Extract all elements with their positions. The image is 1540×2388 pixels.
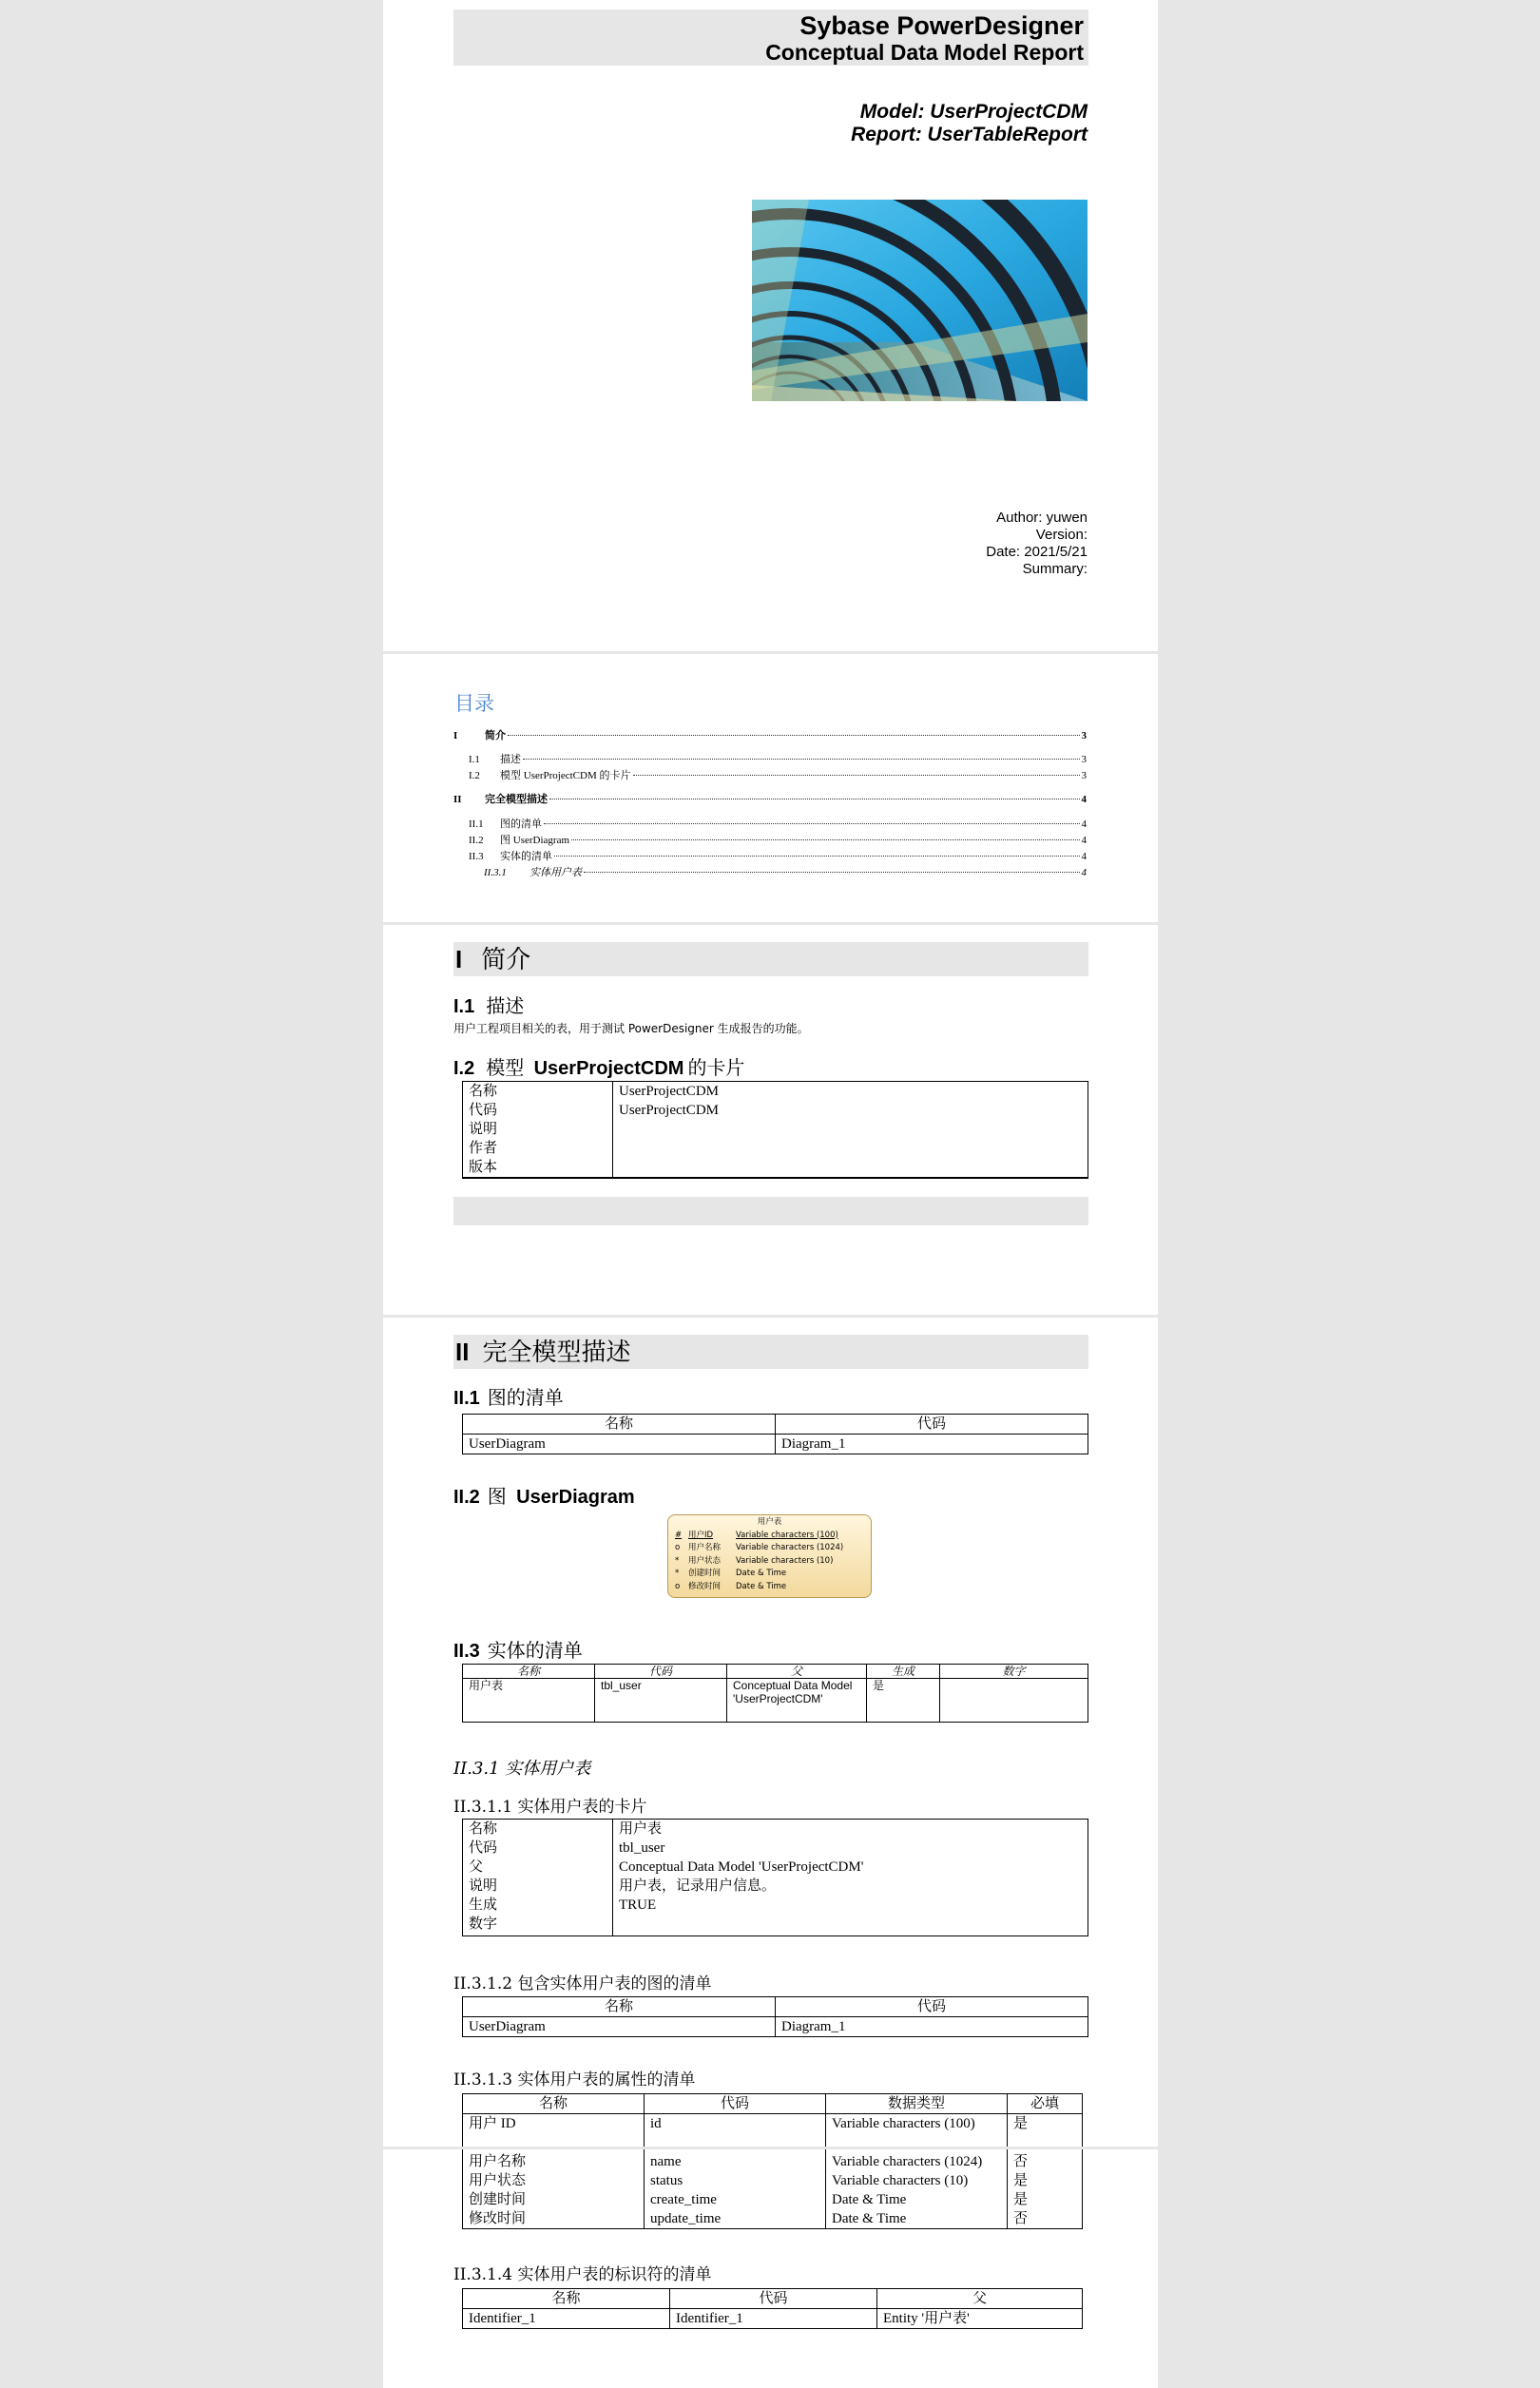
toc-entry-page: 4: [1081, 818, 1087, 830]
toc-entry-label: 完全模型描述: [485, 794, 548, 805]
heading-diagram-list: [453, 1382, 564, 1410]
heading-description: [453, 991, 524, 1018]
card-value: TRUE: [619, 1897, 657, 1913]
table-header: 生成: [867, 1665, 940, 1679]
toc-entry[interactable]: [453, 832, 1087, 847]
table-row: [463, 2190, 1083, 2209]
table-cell: update_time: [645, 2209, 826, 2229]
cover-summary: Summary:: [1022, 561, 1088, 577]
toc-entry-num: II.2: [469, 835, 484, 846]
heading-suffix: 的卡片: [687, 1056, 745, 1079]
table-header: 数字: [940, 1665, 1088, 1679]
attributes-table-part2: [462, 2149, 1083, 2229]
cover-author: Author: yuwen: [996, 510, 1088, 526]
toc-entry-num: II.1: [469, 818, 484, 830]
toc-entry-label: 图的清单: [500, 818, 542, 830]
card-label: 父: [469, 1859, 484, 1875]
heading-identifiers: II.3.1.4 实体用户表的标识符的清单: [453, 2265, 712, 2284]
heading-title: 简介: [481, 946, 531, 974]
table-cell: name: [645, 2149, 826, 2171]
toc-entry[interactable]: [453, 791, 1087, 806]
toc-entry[interactable]: [453, 767, 1087, 782]
attributes-table-part1: [462, 2093, 1083, 2147]
card-label: 版本: [469, 1160, 498, 1175]
card-label: 代码: [469, 1103, 498, 1118]
attribute-name: 修改时间: [688, 1581, 722, 1591]
cover-model-info: [851, 101, 1088, 146]
section-heading-full-model: [453, 1335, 1088, 1369]
card-label: 作者: [469, 1141, 498, 1156]
table-row: [463, 2114, 1083, 2147]
identifiers-table: [462, 2288, 1083, 2329]
table-cell: Entity '用户表': [877, 2309, 1083, 2329]
attribute-marker: *: [675, 1569, 680, 1578]
heading-diagram-name: UserDiagram: [516, 1487, 635, 1508]
heading-entity-section: II.3.1 实体用户表: [453, 1759, 591, 1779]
card-value-column: [613, 1082, 1088, 1179]
card-value: UserProjectCDM: [619, 1084, 719, 1099]
table-row: [463, 1679, 1088, 1723]
heading-entity-list: [453, 1635, 583, 1663]
entity-symbol[interactable]: [667, 1514, 872, 1598]
table-cell: Variable characters (1024): [826, 2149, 1008, 2171]
table-row: [463, 1435, 1088, 1454]
cover-title-line1: Sybase PowerDesigner: [799, 11, 1084, 40]
table-cell: Diagram_1: [776, 1435, 1088, 1454]
heading-diagram: [453, 1481, 635, 1509]
table-header: 代码: [776, 1997, 1088, 2017]
table-row: [463, 2171, 1083, 2190]
section-heading-intro: [453, 942, 1088, 976]
card-label: 数字: [469, 1916, 498, 1932]
heading-title: 图的清单: [487, 1386, 564, 1409]
description-text: 用户工程项目相关的表，用于测试 PowerDesigner 生成报告的功能。: [453, 1022, 809, 1035]
table-cell: 创建时间: [463, 2190, 645, 2209]
attribute-marker: o: [675, 1581, 681, 1591]
toc-leader: [554, 856, 1080, 857]
toc-entry-page: 3: [1081, 754, 1087, 765]
table-header: 名称: [463, 1997, 776, 2017]
table-cell: 用户表: [463, 1679, 595, 1723]
card-value: [619, 1139, 1082, 1158]
toc-entry-num: II.3: [469, 851, 484, 862]
card-label-column: [463, 1082, 613, 1179]
card-label: 生成: [469, 1897, 498, 1913]
table-cell: 是: [1008, 2114, 1083, 2147]
card-value: 用户表，记录用户信息。: [619, 1878, 777, 1894]
toc-entry-page: 3: [1081, 770, 1087, 781]
heading-title: 实体的清单: [487, 1639, 583, 1662]
table-header: 名称: [463, 2094, 645, 2114]
table-cell: 否: [1008, 2209, 1083, 2229]
cover-report-line: Report: UserTableReport: [851, 124, 1088, 145]
table-cell: Date & Time: [826, 2190, 1008, 2209]
toc-entry-num: I.1: [469, 754, 480, 765]
toc-entry-label: 简介: [485, 730, 506, 741]
table-cell: UserDiagram: [463, 1435, 776, 1454]
card-label: 名称: [469, 1821, 498, 1837]
card-value: 用户表: [619, 1821, 663, 1837]
intro-page: [383, 925, 1158, 1315]
card-value: tbl_user: [619, 1840, 665, 1856]
table-cell: 是: [1008, 2171, 1083, 2190]
heading-attributes: II.3.1.3 实体用户表的属性的清单: [453, 2070, 696, 2090]
toc-leader: [508, 735, 1080, 736]
attribute-type: Variable characters (1024): [736, 1543, 844, 1552]
toc-entry[interactable]: [453, 864, 1087, 879]
table-cell: Conceptual Data Model 'UserProjectCDM': [727, 1679, 867, 1723]
table-header: 名称: [463, 1665, 595, 1679]
toc-entry-num: I: [453, 730, 458, 741]
heading-number: I: [455, 945, 463, 973]
full-model-page: [383, 1318, 1158, 2147]
heading-prefix: 模型: [486, 1056, 525, 1079]
card-value: [619, 1915, 1082, 1934]
heading-entity-card: II.3.1.1 实体用户表的卡片: [453, 1798, 647, 1817]
card-label: 说明: [469, 1122, 498, 1137]
table-cell: 用户名称: [463, 2149, 645, 2171]
table-header: 代码: [670, 2289, 877, 2309]
table-header: 父: [877, 2289, 1083, 2309]
card-label-column: [463, 1820, 613, 1936]
card-value: [619, 1158, 1082, 1177]
toc-entry-num: I.2: [469, 770, 480, 781]
heading-entity-diagrams: II.3.1.2 包含实体用户表的图的清单: [453, 1974, 712, 1993]
table-cell: Diagram_1: [776, 2017, 1088, 2037]
toc-entry-page: 4: [1081, 851, 1087, 862]
table-cell: create_time: [645, 2190, 826, 2209]
attribute-marker: *: [675, 1555, 680, 1566]
toc-leader: [523, 759, 1080, 760]
attribute-name: 用户状态: [688, 1555, 722, 1566]
attribute-type: Date & Time: [736, 1581, 787, 1591]
entity-symbol-title: 用户表: [757, 1517, 782, 1527]
table-row: [463, 2149, 1083, 2171]
table-header: 父: [727, 1665, 867, 1679]
entity-symbol-row: [668, 1542, 871, 1555]
table-cell: id: [645, 2114, 826, 2147]
continuation-page: [383, 2149, 1158, 2388]
toc-entry-num: II.3.1: [484, 867, 507, 878]
table-header: 代码: [645, 2094, 826, 2114]
toc-entry[interactable]: [453, 848, 1087, 863]
heading-number: I.1: [453, 996, 475, 1017]
toc-page: [383, 654, 1158, 922]
table-cell: 否: [1008, 2149, 1083, 2171]
card-label: 代码: [469, 1840, 498, 1856]
cover-title: [765, 11, 1084, 66]
entity-card-table: [462, 1819, 1088, 1936]
table-cell: Date & Time: [826, 2209, 1008, 2229]
toc-entry-label: 描述: [500, 754, 521, 765]
attribute-type: Date & Time: [736, 1569, 787, 1578]
toc-title: 目录: [454, 692, 494, 715]
table-cell: 用户 ID: [463, 2114, 645, 2147]
table-cell: Variable characters (10): [826, 2171, 1008, 2190]
toc-entry[interactable]: [453, 751, 1087, 766]
toc-entry-label: 图 UserDiagram: [500, 835, 570, 846]
heading-number: I.2: [453, 1058, 475, 1079]
heading-number: II.3: [453, 1641, 480, 1662]
heading-number: II: [455, 1338, 470, 1366]
table-header: 代码: [595, 1665, 727, 1679]
table-cell: UserDiagram: [463, 2017, 776, 2037]
entity-symbol-row: [668, 1555, 871, 1569]
toc-leader: [544, 823, 1080, 824]
heading-title: 完全模型描述: [482, 1338, 631, 1367]
attribute-marker: o: [675, 1543, 681, 1552]
table-header: 必填: [1008, 2094, 1083, 2114]
attribute-name: 创建时间: [688, 1569, 722, 1578]
table-row: [463, 2017, 1088, 2037]
table-cell: Identifier_1: [463, 2309, 670, 2329]
table-header: 名称: [463, 2289, 670, 2309]
entity-list-table: [462, 1664, 1088, 1723]
table-cell: 用户状态: [463, 2171, 645, 2190]
table-row: [463, 2309, 1083, 2329]
table-cell: Variable characters (100): [826, 2114, 1008, 2147]
table-header: 名称: [463, 1415, 776, 1435]
cover-meta: [986, 510, 1088, 578]
table-cell: status: [645, 2171, 826, 2190]
heading-model-name: UserProjectCDM: [533, 1058, 684, 1079]
toc-entry-label: 模型 UserProjectCDM 的卡片: [500, 770, 631, 781]
toc-entry-label: 实体的清单: [500, 851, 552, 862]
attribute-type: Variable characters (10): [736, 1555, 834, 1566]
toc-entry-page: 4: [1081, 794, 1087, 805]
table-cell: 修改时间: [463, 2209, 645, 2229]
heading-prefix: 图: [487, 1485, 507, 1508]
diagram-list-table: [462, 1414, 1088, 1454]
table-row: [463, 2209, 1083, 2229]
entity-symbol-row: [668, 1530, 871, 1543]
toc-entry[interactable]: [453, 816, 1087, 831]
table-header: 代码: [776, 1415, 1088, 1435]
attribute-type: Variable characters (100): [736, 1530, 838, 1540]
card-value: Conceptual Data Model 'UserProjectCDM': [619, 1859, 864, 1875]
entity-symbol-row: [668, 1581, 871, 1594]
card-value-column: [613, 1820, 1088, 1936]
page-footer-band: [453, 1197, 1088, 1225]
toc-entry-page: 4: [1081, 835, 1087, 846]
attribute-name: 用户ID: [688, 1530, 714, 1540]
toc-entry[interactable]: [453, 727, 1087, 742]
cover-model-line: Model: UserProjectCDM: [859, 101, 1088, 123]
heading-number: II.1: [453, 1388, 480, 1409]
toc-entry-label: 实体用户表: [529, 867, 582, 878]
toc-leader: [571, 839, 1079, 840]
toc-entry-page: 3: [1081, 730, 1087, 741]
card-value: UserProjectCDM: [619, 1103, 719, 1118]
cover-version: Version:: [1035, 527, 1088, 543]
heading-number: II.2: [453, 1487, 480, 1508]
toc-leader: [633, 775, 1080, 776]
table-cell: tbl_user: [595, 1679, 727, 1723]
table-cell: [940, 1679, 1088, 1723]
heading-title: 描述: [486, 994, 525, 1017]
cover-title-line2: Conceptual Data Model Report: [765, 40, 1084, 65]
cover-tunnel-image: [752, 200, 1088, 401]
card-label: 说明: [469, 1878, 498, 1894]
card-label: 名称: [469, 1084, 498, 1099]
model-card-table: [462, 1081, 1088, 1179]
cover-date: Date: 2021/5/21: [986, 544, 1088, 560]
attribute-marker: #: [675, 1530, 683, 1540]
attribute-name: 用户名称: [688, 1543, 722, 1552]
entity-symbol-row: [668, 1568, 871, 1581]
table-header: 数据类型: [826, 2094, 1008, 2114]
toc-entry-page: 4: [1081, 867, 1087, 878]
table-cell: 是: [867, 1679, 940, 1723]
card-value: [619, 1120, 1082, 1139]
cover-page: [383, 0, 1158, 651]
heading-model-card: [453, 1052, 744, 1080]
toc-entry-num: II: [453, 794, 462, 805]
entity-diagrams-table: [462, 1996, 1088, 2037]
table-cell: Identifier_1: [670, 2309, 877, 2329]
table-cell: 是: [1008, 2190, 1083, 2209]
toc-leader: [584, 872, 1080, 873]
